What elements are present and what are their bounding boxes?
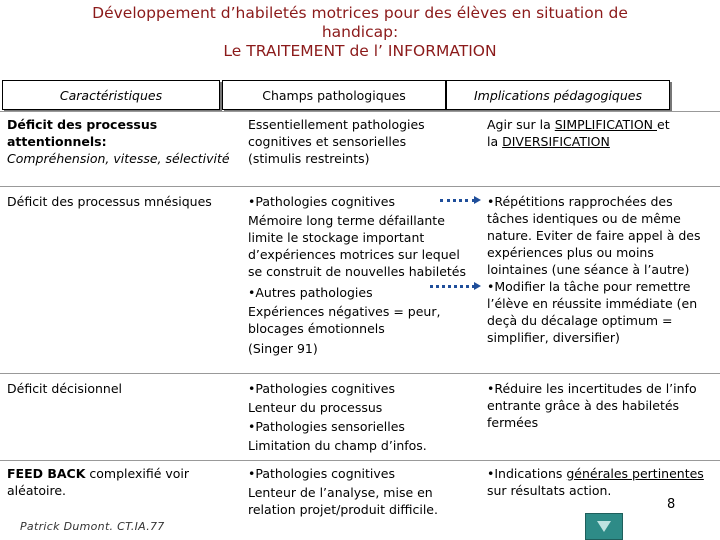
row2-champs-bullet: •Pathologies cognitives xyxy=(248,194,396,209)
row2-impl-line: tâches identiques ou de même xyxy=(487,211,681,226)
row2-champs-line: limite le stockage important xyxy=(248,230,425,245)
row3-caracteristique: Déficit décisionnel xyxy=(7,381,123,396)
arrow-right-icon xyxy=(440,199,475,205)
row2-champs-line: Expériences négatives = peur, xyxy=(248,304,441,319)
row2-champs-line: (Singer 91) xyxy=(248,341,318,356)
header-implications-pedagogiques: Implications pédagogiques xyxy=(446,80,670,110)
row2-champs-line: blocages émotionnels xyxy=(248,321,385,336)
arrow-right-icon xyxy=(430,285,475,291)
row4-champs xyxy=(248,465,478,518)
row4-feedback-label: FEED BACK xyxy=(7,466,86,481)
row1-champs-line: (stimulis restreints) xyxy=(248,151,370,166)
row4-implications xyxy=(487,465,719,499)
next-slide-button[interactable] xyxy=(585,513,623,540)
header-caracteristiques: Caractéristiques xyxy=(2,80,220,110)
row1-impl-text: et xyxy=(657,117,670,132)
row-divider xyxy=(0,460,720,461)
row3-champs-line: Lenteur du processus xyxy=(248,400,383,415)
row2-impl-line: •Répétitions rapprochées des xyxy=(487,194,673,209)
title-line-1: Développement d’habiletés motrices pour des élèves en situation de xyxy=(92,4,628,22)
slide-title xyxy=(0,4,720,61)
row2-impl-line: expériences plus ou moins xyxy=(487,245,654,260)
author-footer: Patrick Dumont. CT.IA.77 xyxy=(20,520,165,533)
header-champs-pathologiques: Champs pathologiques xyxy=(222,80,446,110)
row3-champs-line: Limitation du champ d’infos. xyxy=(248,438,427,453)
row2-implications xyxy=(487,193,719,346)
title-line-3: Le TRAITEMENT de l’ INFORMATION xyxy=(223,42,497,60)
row1-implications xyxy=(487,116,719,150)
title-line-2: handicap: xyxy=(321,23,399,41)
row3-champs xyxy=(248,380,478,454)
row3-champs-line: •Pathologies cognitives xyxy=(248,381,396,396)
row1-impl-text: la xyxy=(487,134,503,149)
row2-impl-line: l’élève en réussite immédiate (en xyxy=(487,296,698,311)
row-divider xyxy=(0,111,720,112)
row2-impl-line: simplifier, diversifier) xyxy=(487,330,620,345)
row1-caracteristique-detail: Compréhension, vitesse, sélectivité xyxy=(7,151,230,166)
row4-impl-text: •Indications xyxy=(487,466,567,481)
row3-impl-line: entrante grâce à des habiletés xyxy=(487,398,680,413)
row2-champs-line: Mémoire long terme défaillante xyxy=(248,213,445,228)
row-divider xyxy=(0,373,720,374)
row4-caracteristique-text: aléatoire. xyxy=(7,483,67,498)
row1-caracteristique-title: Déficit des processus attentionnels: xyxy=(7,117,158,149)
row1-champs xyxy=(248,116,478,167)
row1-champs-line: cognitives et sensorielles xyxy=(248,134,407,149)
row-divider xyxy=(0,186,720,187)
row1-impl-simplification: SIMPLIFICATION xyxy=(554,117,657,132)
row4-impl-text: sur résultats action. xyxy=(487,483,612,498)
row2-champs xyxy=(248,193,478,357)
row2-impl-line: lointaines (une séance à l’autre) xyxy=(487,262,690,277)
row2-impl-line: •Modifier la tâche pour remettre xyxy=(487,279,691,294)
row3-impl-line: •Réduire les incertitudes de l’info xyxy=(487,381,697,396)
row4-impl-generales-pertinentes: générales pertinentes xyxy=(566,466,704,481)
row3-champs-line: •Pathologies sensorielles xyxy=(248,419,405,434)
row4-champs-line: Lenteur de l’analyse, mise en xyxy=(248,485,433,500)
arrow-down-icon xyxy=(586,514,622,539)
row1-champs-line: Essentiellement pathologies xyxy=(248,117,425,132)
row3-impl-line: fermées xyxy=(487,415,539,430)
row1-impl-diversification: DIVERSIFICATION xyxy=(502,134,610,149)
row2-champs-line: d’expériences motrices sur lequel xyxy=(248,247,460,262)
row4-caracteristique xyxy=(7,465,232,499)
row3-implications xyxy=(487,380,719,431)
row2-impl-line: deçà du décalage optimum = xyxy=(487,313,673,328)
row4-champs-line: •Pathologies cognitives xyxy=(248,466,396,481)
row2-caracteristique: Déficit des processus mnésiques xyxy=(7,194,212,209)
row2-champs-line: se construit de nouvelles habiletés xyxy=(248,264,466,279)
row2-champs-bullet: •Autres pathologies xyxy=(248,285,373,300)
row1-impl-text: Agir sur la xyxy=(487,117,555,132)
row4-champs-line: relation projet/produit difficile. xyxy=(248,502,438,517)
row1-caracteristique xyxy=(7,116,232,167)
row4-caracteristique-text: complexifié voir xyxy=(85,466,190,481)
page-number: 8 xyxy=(667,497,676,512)
row2-impl-line: nature. Eviter de faire appel à des xyxy=(487,228,701,243)
